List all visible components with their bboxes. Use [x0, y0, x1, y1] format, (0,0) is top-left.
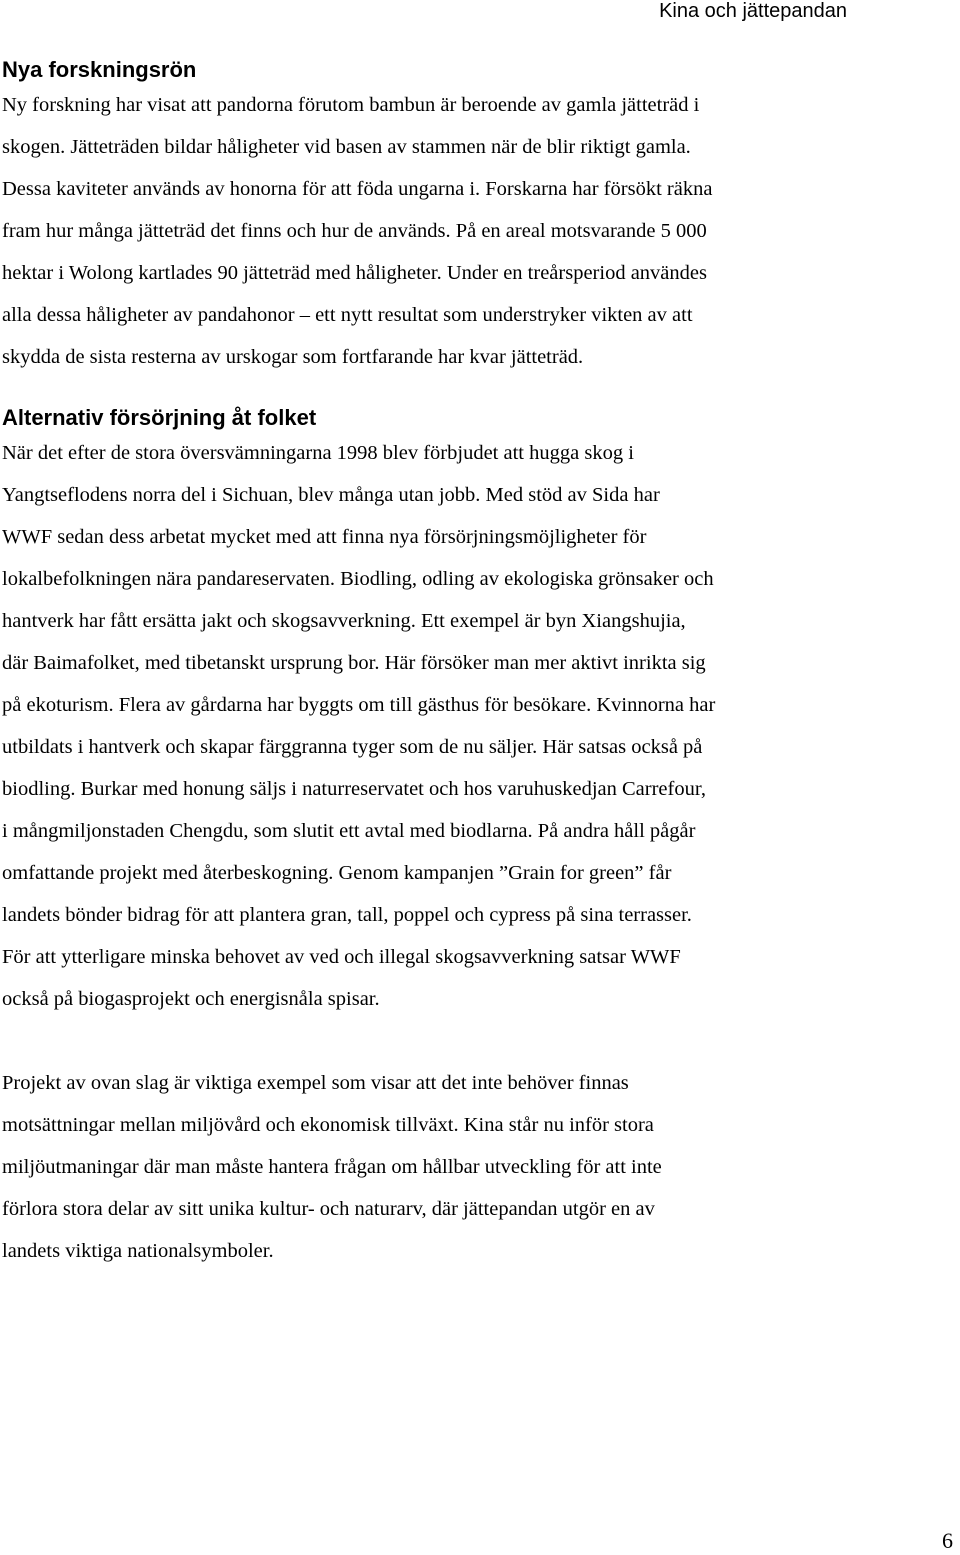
document-body	[2, 55, 950, 1272]
running-header: Kina och jättepandan	[659, 0, 847, 22]
paragraph-research: Ny forskning har visat att pandorna förutom bambun är beroende av gamla jätteträd i skogen. Jätteträden bildar håligheter vid basen av stammen när de blir riktigt gamla. Dessa kaviteter används av honorna för att föda ungarna i. Forskarna har försökt räkna fram hur många jätteträd det finns och hur de används. På en areal motsvarande 5 000 hektar i Wolong kartlades 90 jätteträd med håligheter. Under en treårsperiod användes alla dessa håligheter av pandahonor – ett nytt resultat som understryker vikten av att skydda de sista resterna av urskogar som fortfarande har kvar jätteträd.	[2, 94, 713, 368]
paragraph-conclusion: Projekt av ovan slag är viktiga exempel som visar att det inte behöver finnas motsättningar mellan miljövård och ekonomisk tillväxt. Kina står nu inför stora miljöutmaningar där man måste hantera frågan om hållbar utveckling för att inte förlora stora delar av sitt unika kultur- och naturarv, där jättepandan utgör en av landets viktiga nationalsymboler.	[2, 1072, 662, 1262]
paragraph-livelihood: När det efter de stora översvämningarna 1998 blev förbjudet att hugga skog i Yangtseflodens norra del i Sichuan, blev många utan jobb. Med stöd av Sida har WWF sedan dess arbetat mycket med att finna nya försörjningsmöjligheter för lokalbefolkningen nära pandareservaten. Biodling, odling av ekologiska grönsaker och hantverk har fått ersätta jakt och skogsavverkning. Ett exempel är byn Xiangshujia, där Baimafolket, med tibetanskt ursprung bor. Här försöker man mer aktivt inrikta sig på ekoturism. Flera av gårdarna har byggts om till gästhus för besökare. Kvinnorna har utbildats i hantverk och skapar färggranna tyger som de nu säljer. Här satsas också på biodling. Burkar med honung säljs i naturreservatet och hos varuhuskedjan Carrefour, i mångmiljonstaden Chengdu, som slutit ett avtal med biodlarna. På andra håll pågår omfattande projekt med återbeskogning. Genom kampanjen ”Grain for green” får landets bönder bidrag för att plantera gran, tall, poppel och cypress på sina terrasser. För att ytterligare minska behovet av ved och illegal skogsavverkning satsar WWF också på biogasprojekt och energisnåla spisar.	[2, 442, 716, 1010]
page-number: 6	[942, 1528, 953, 1553]
section-heading-livelihood: Alternativ försörjning åt folket	[2, 405, 317, 430]
section-heading-research: Nya forskningsrön	[2, 57, 197, 82]
